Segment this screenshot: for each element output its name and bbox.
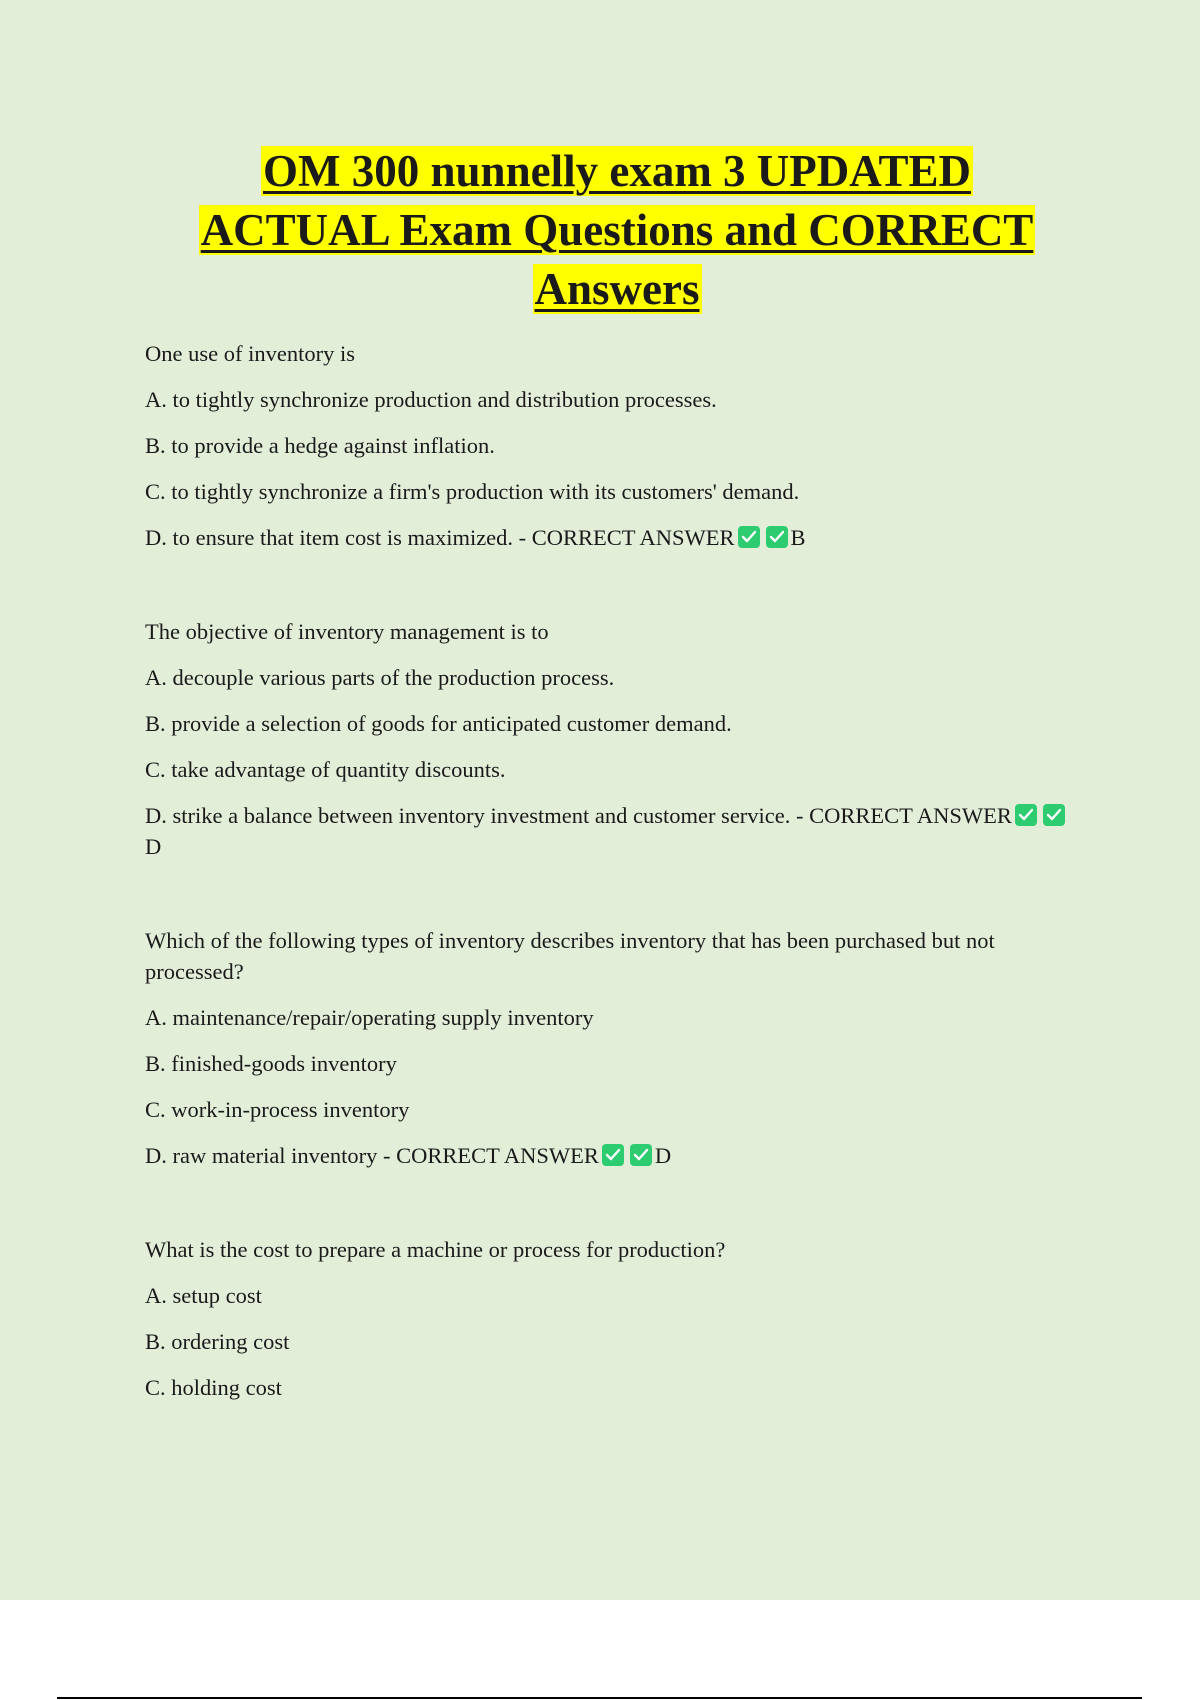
option-d: D. to ensure that item cost is maximized.: [145, 525, 514, 550]
check-box-icon: [1015, 804, 1037, 826]
option-c: C. to tightly synchronize a firm's production with its customers' demand.: [145, 479, 800, 504]
question-text: The objective of inventory management is to: [145, 619, 549, 644]
check-box-icon: [602, 1144, 624, 1166]
question-text: One use of inventory is: [145, 341, 355, 366]
option-c: C. work-in-process inventory: [145, 1097, 410, 1122]
answer-letter: D: [145, 834, 162, 859]
answer-letter: B: [790, 525, 806, 550]
option-b: B. provide a selection of goods for anticipated customer demand.: [145, 711, 732, 736]
title-line-3: Answers: [534, 264, 700, 314]
question-text: What is the cost to prepare a machine or process for production?: [145, 1237, 726, 1262]
check-box-icon: [630, 1144, 652, 1166]
question-block: [145, 925, 1075, 1171]
option-a: A. decouple various parts of the production process.: [145, 665, 615, 690]
option-d: D. strike a balance between inventory investment and customer service.: [145, 803, 791, 828]
option-c: C. holding cost: [145, 1375, 282, 1400]
document-title: [120, 142, 1114, 319]
option-d-with-answer: [145, 522, 1075, 553]
option-a: A. maintenance/repair/operating supply inventory: [145, 1005, 594, 1030]
option-b: B. finished-goods inventory: [145, 1051, 397, 1076]
title-line-2: ACTUAL Exam Questions and CORRECT: [200, 205, 1034, 255]
question-list: [145, 338, 1075, 1418]
check-box-icon: [738, 526, 760, 548]
option-b: B. to provide a hedge against inflation.: [145, 433, 495, 458]
check-box-icon: [766, 526, 788, 548]
option-a: A. setup cost: [145, 1283, 262, 1308]
question-block: [145, 616, 1075, 862]
question-text: Which of the following types of inventory describes inventory that has been purchased but not processed?: [145, 928, 995, 984]
option-b: B. ordering cost: [145, 1329, 290, 1354]
option-c: C. take advantage of quantity discounts.: [145, 757, 506, 782]
option-d-with-answer: [145, 1140, 1075, 1171]
option-a: A. to tightly synchronize production and distribution processes.: [145, 387, 717, 412]
answer-marker: - CORRECT ANSWER: [383, 1143, 599, 1168]
answer-marker: - CORRECT ANSWER: [518, 525, 735, 550]
question-block: [145, 338, 1075, 553]
option-d-with-answer: [145, 800, 1075, 862]
question-block: [145, 1234, 1075, 1403]
footer-divider: [57, 1697, 1142, 1699]
option-d: D. raw material inventory: [145, 1143, 378, 1168]
answer-marker: - CORRECT ANSWER: [796, 803, 1012, 828]
answer-letter: D: [654, 1143, 672, 1168]
check-box-icon: [1043, 804, 1065, 826]
title-line-1: OM 300 nunnelly exam 3 UPDATED: [263, 146, 971, 196]
